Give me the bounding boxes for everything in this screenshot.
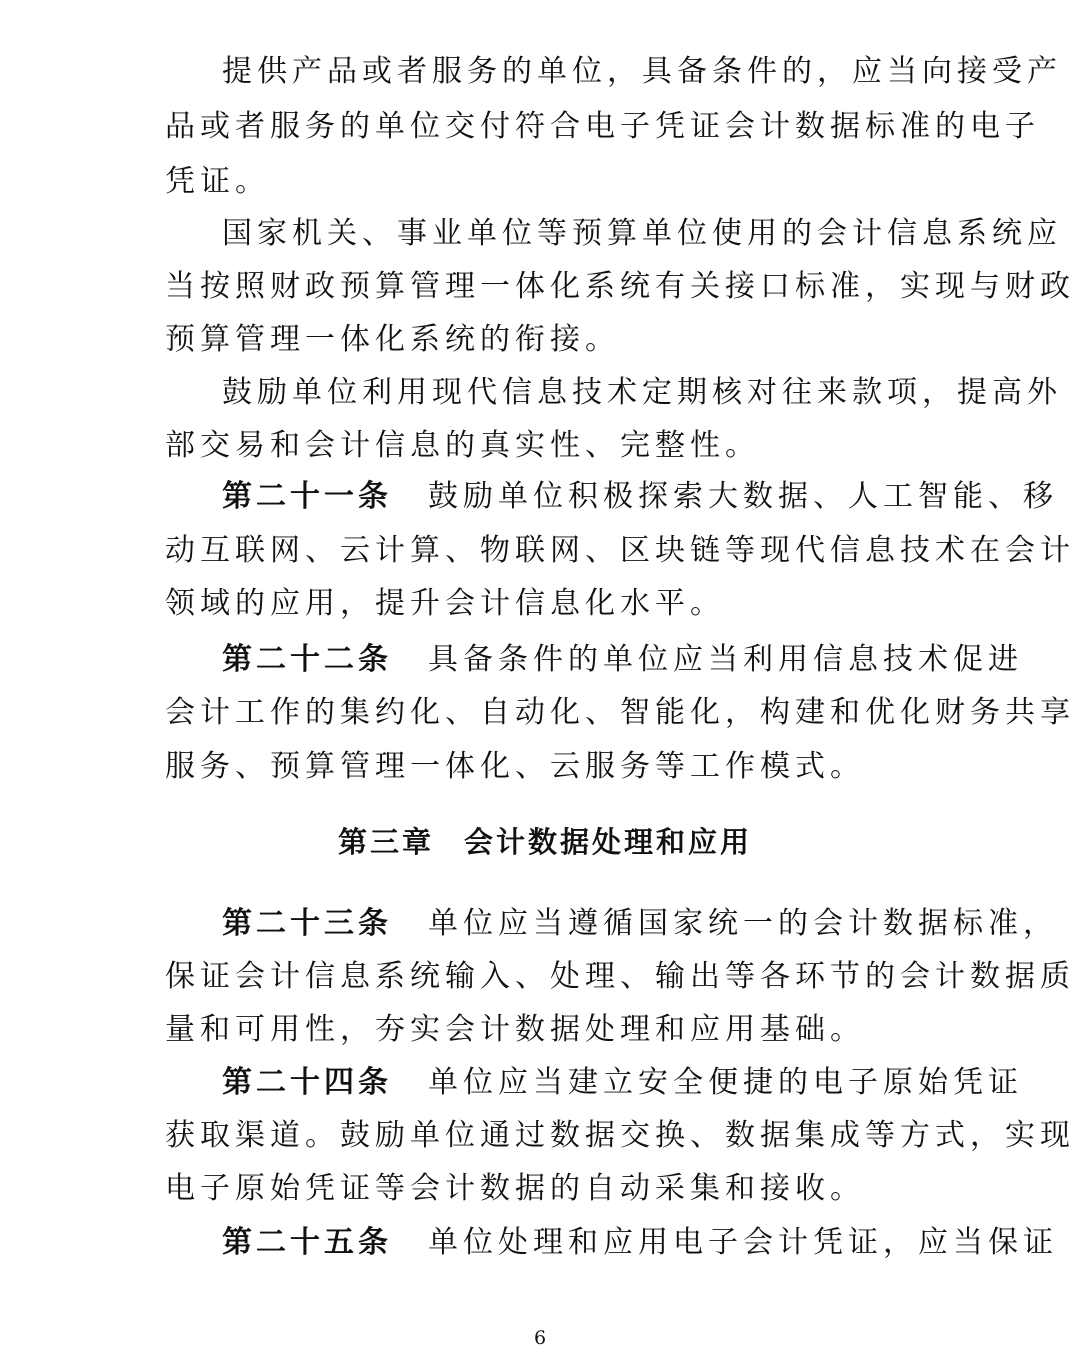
article-23-line-2: 保证会计信息系统输入、处理、输出等各环节的会计数据质 xyxy=(165,959,1075,994)
article-21-line-1 xyxy=(222,477,1058,517)
chapter-title: 会计数据处理和应用 xyxy=(464,825,753,859)
article-21-line-3: 领域的应用，提升会计信息化水平。 xyxy=(165,586,725,621)
article-24-text: 单位应当建立安全便捷的电子原始凭证 xyxy=(428,1065,1023,1100)
article-21-line-2: 动互联网、云计算、物联网、区块链等现代信息技术在会计 xyxy=(165,533,1075,568)
article-24-line-1 xyxy=(222,1063,1023,1103)
article-24-heading: 第二十四条 xyxy=(222,1065,392,1100)
article-23-heading: 第二十三条 xyxy=(222,906,392,941)
paragraph-3-line-1: 鼓励单位利用现代信息技术定期核对往来款项，提高外 xyxy=(222,375,1062,410)
paragraph-1-line-3: 凭证。 xyxy=(165,164,270,199)
page-number: 6 xyxy=(533,1327,547,1349)
chapter-number: 第三章 xyxy=(337,825,434,859)
article-25-line-1 xyxy=(222,1223,1058,1263)
article-22-line-3: 服务、预算管理一体化、云服务等工作模式。 xyxy=(165,749,865,784)
article-22-heading: 第二十二条 xyxy=(222,642,392,677)
article-22-line-2: 会计工作的集约化、自动化、智能化，构建和优化财务共享 xyxy=(165,695,1075,730)
article-21-text: 鼓励单位积极探索大数据、人工智能、移 xyxy=(428,479,1058,514)
chapter-heading xyxy=(165,822,925,862)
article-21-heading: 第二十一条 xyxy=(222,479,392,514)
article-23-line-3: 量和可用性，夯实会计数据处理和应用基础。 xyxy=(165,1012,865,1047)
article-23-line-1 xyxy=(222,904,1058,944)
article-25-heading: 第二十五条 xyxy=(222,1225,392,1260)
article-24-line-3: 电子原始凭证等会计数据的自动采集和接收。 xyxy=(165,1171,865,1206)
article-25-text: 单位处理和应用电子会计凭证，应当保证 xyxy=(428,1225,1058,1260)
article-22-text: 具备条件的单位应当利用信息技术促进 xyxy=(428,642,1023,677)
paragraph-2-line-1: 国家机关、事业单位等预算单位使用的会计信息系统应 xyxy=(222,216,1062,251)
paragraph-1-line-2: 品或者服务的单位交付符合电子凭证会计数据标准的电子 xyxy=(165,109,1040,144)
paragraph-1-line-1: 提供产品或者服务的单位，具备条件的，应当向接受产 xyxy=(222,54,1062,89)
article-24-line-2: 获取渠道。鼓励单位通过数据交换、数据集成等方式，实现 xyxy=(165,1118,1075,1153)
article-23-text: 单位应当遵循国家统一的会计数据标准， xyxy=(428,906,1058,941)
article-22-line-1 xyxy=(222,640,1023,680)
paragraph-2-line-2: 当按照财政预算管理一体化系统有关接口标准，实现与财政 xyxy=(165,269,1075,304)
paragraph-3-line-2: 部交易和会计信息的真实性、完整性。 xyxy=(165,428,760,463)
paragraph-2-line-3: 预算管理一体化系统的衔接。 xyxy=(165,322,620,357)
